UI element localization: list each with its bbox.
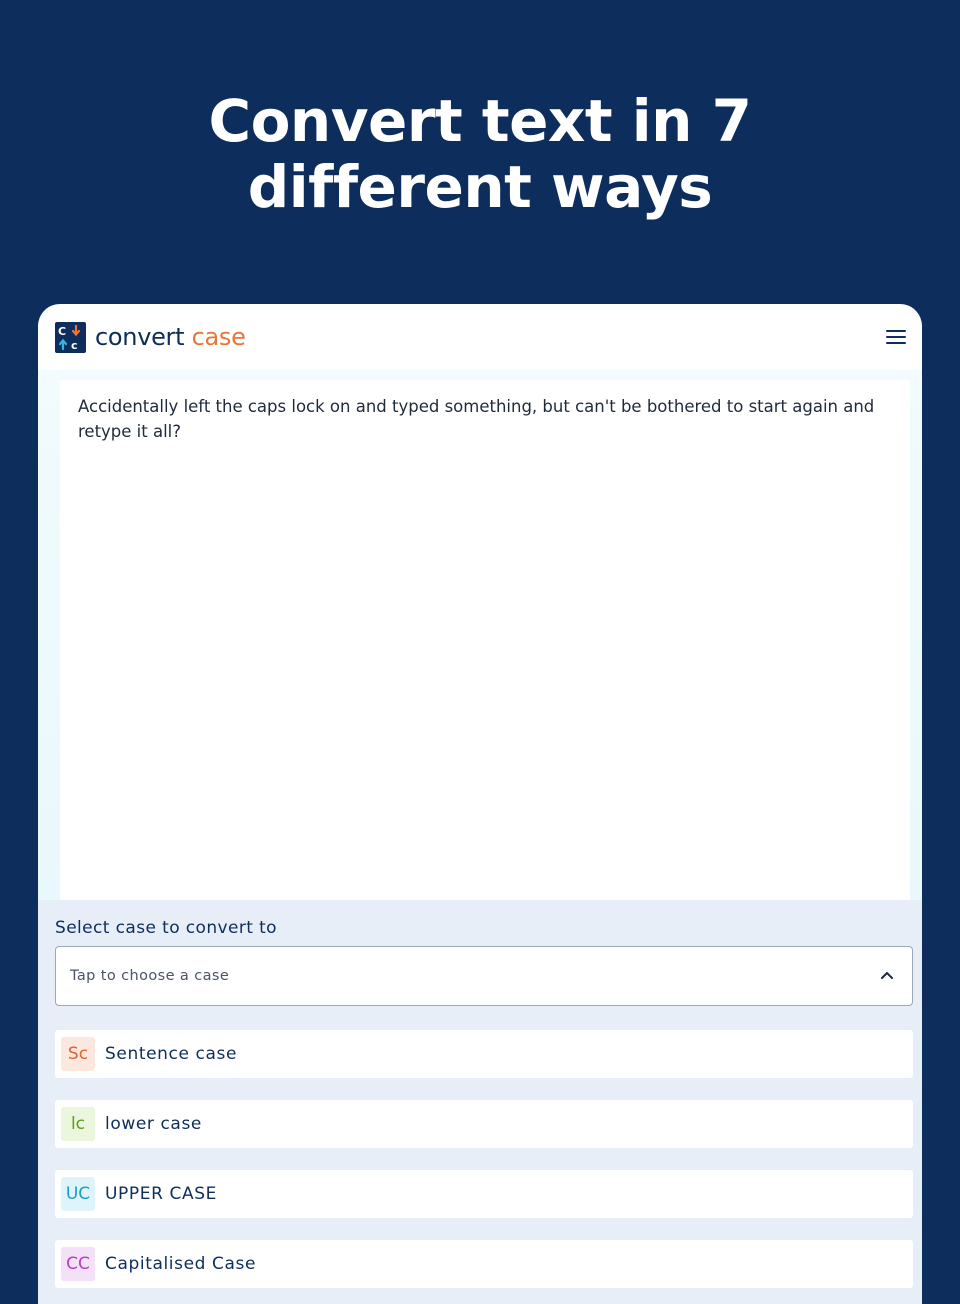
option-capitalised-case[interactable]: [55, 1240, 913, 1288]
option-label: lower case: [105, 1114, 202, 1134]
sentence-case-badge: Sc: [61, 1037, 95, 1071]
brand[interactable]: [55, 322, 246, 353]
app-card: [38, 304, 922, 1304]
chevron-up-icon: [880, 967, 894, 985]
capitalised-case-badge: CC: [61, 1247, 95, 1281]
select-case-label: Select case to convert to: [55, 918, 277, 938]
menu-line: [886, 336, 906, 338]
brand-name-convert: convert: [95, 323, 185, 351]
option-label: Capitalised Case: [105, 1254, 257, 1274]
app-header: [38, 304, 922, 370]
option-lower-case[interactable]: [55, 1100, 913, 1148]
menu-line: [886, 330, 906, 332]
option-sentence-case[interactable]: [55, 1030, 913, 1078]
hero-section: [0, 0, 960, 304]
option-upper-case[interactable]: [55, 1170, 913, 1218]
case-select-dropdown[interactable]: [55, 946, 913, 1006]
option-label: UPPER CASE: [105, 1184, 217, 1204]
menu-line: [886, 342, 906, 344]
brand-name-case: case: [191, 323, 246, 351]
editor-wrapper: [38, 370, 922, 900]
case-select-placeholder: Tap to choose a case: [70, 968, 230, 984]
lower-case-badge: lc: [61, 1107, 95, 1141]
brand-name: [95, 323, 246, 351]
svg-text:C: C: [58, 324, 67, 338]
case-converter-panel: [38, 900, 922, 1304]
hamburger-menu-icon[interactable]: [884, 327, 908, 347]
convert-case-logo-icon: [55, 322, 86, 353]
upper-case-badge: UC: [61, 1177, 95, 1211]
case-options-list: [55, 1030, 913, 1304]
option-label: Sentence case: [105, 1044, 238, 1064]
hero-title: Convert text in 7 different ways: [208, 87, 752, 221]
text-input-area[interactable]: Accidentally left the caps lock on and typed something, but can't be bothered to start again and retype it all?: [60, 380, 910, 900]
svg-text:c: c: [71, 338, 78, 351]
